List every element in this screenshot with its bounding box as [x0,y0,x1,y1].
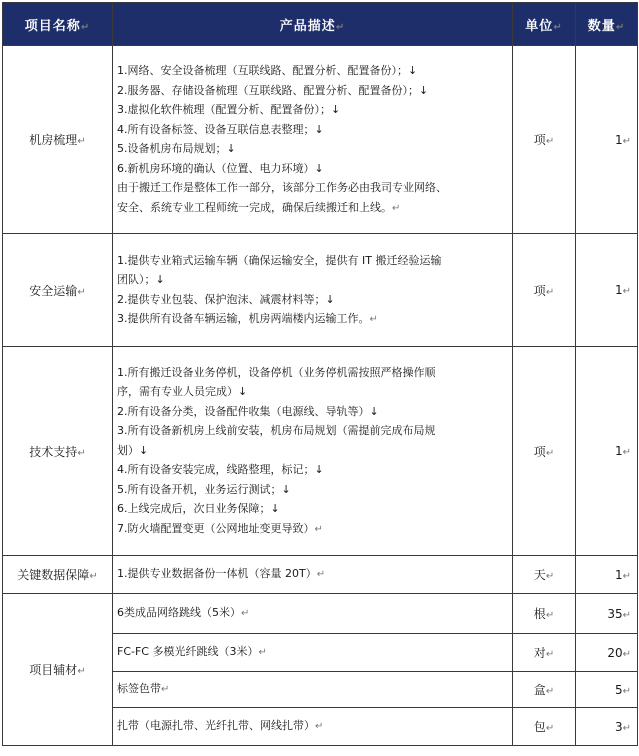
row-unit: 对 [533,646,546,660]
para-mark: ↵ [161,684,170,696]
para-mark: ↵ [622,286,631,297]
row-name: 关键数据保障 [17,568,90,582]
para-mark: ↵ [369,314,378,325]
aux-desc: 6类成品网络跳线（5米） [117,606,241,620]
header-desc [113,3,513,46]
desc-line-text: 3.提供所有设备车辆运输，机房两端楼内运输工作。 [117,312,370,325]
row-qty-cell [576,556,638,594]
desc-line [117,519,508,540]
para-mark: ↵ [622,447,631,458]
para-mark: ↵ [77,666,86,677]
row-name: 机房梳理 [29,133,78,147]
row-qty-cell [576,46,638,234]
row-unit: 根 [533,607,546,621]
para-mark: ↵ [241,608,250,620]
desc-line: 划）↓ [117,443,149,457]
para-mark: ↵ [545,571,555,582]
para-mark: ↵ [545,286,555,298]
row-desc-cell [113,556,513,594]
desc-line-text: 7.防火墙配置变更（公网地址变更导致） [117,521,315,535]
header-unit [513,3,576,46]
desc-line: 1.网络、安全设备梳理（互联线路、配置分析、配置备份）；↓ [117,64,418,77]
para-mark: ↵ [545,136,555,147]
row-qty: 1 [614,132,623,147]
header-qty-text: 数量 [587,18,616,34]
para-mark: ↵ [545,686,555,697]
para-mark: ↵ [77,447,86,459]
para-mark: ↵ [80,21,91,33]
desc-line: 由于搬迁工作是整体工作一部分，该部分工作务必由我司专业网络、 [117,181,447,194]
row-unit-cell [513,708,576,746]
para-mark: ↵ [89,571,98,582]
para-mark: ↵ [315,721,324,733]
row-unit-cell [513,634,576,672]
desc-line: 序，需有专业人员完成）↓ [117,385,248,399]
table-row [3,594,638,634]
row-unit-cell [513,347,576,556]
row-unit-cell [513,672,576,708]
row-desc-cell [113,634,513,672]
row-unit: 包 [533,720,546,734]
para-mark: ↵ [622,685,631,697]
para-mark: ↵ [545,723,555,734]
row-unit: 项 [533,133,546,147]
header-name [3,3,113,46]
header-unit-text: 单位 [525,18,554,34]
desc-line: 4.所有设备标签、设备互联信息表整理；↓ [117,122,324,136]
row-unit-cell [513,594,576,634]
header-qty [576,3,638,46]
table-row [3,347,638,556]
desc-line [117,309,508,330]
desc-line: 3.所有设备新机房上线前安装，机房布局规划（需提前完成布局规 [117,424,436,438]
para-mark: ↵ [622,609,631,621]
desc-line: 2.所有设备分类，设备配件收集（电源线、导轨等）↓ [117,404,379,418]
para-mark: ↵ [314,523,323,535]
row-unit: 项 [533,444,546,459]
desc-line: 团队）；↓ [117,273,165,286]
row-desc-cell [113,234,513,347]
para-mark: ↵ [622,135,631,147]
desc-line: 5.设备机房布局规划；↓ [117,142,236,155]
aux-desc: 扎带（电源扎带、光纤扎带、网线扎带） [117,719,315,733]
header-name-text: 项目名称 [24,18,81,34]
desc-line: 5.所有设备开机，业务运行测试；↓ [117,482,291,496]
desc-line: 1.提供专业箱式运输车辆（确保运输安全，提供有 IT 搬迁经验运输 [117,253,442,267]
row-unit: 天 [533,568,546,582]
row-qty: 1 [614,283,623,297]
para-mark: ↵ [258,647,267,659]
header-desc-text: 产品描述 [279,18,336,34]
row-qty-cell [576,672,638,708]
desc-line: 6.上线完成后，次日业务保障；↓ [117,502,280,516]
row-unit-cell [513,556,576,594]
para-mark: ↵ [545,447,555,459]
aux-desc: 标签色带 [117,682,161,696]
row-qty-cell [576,347,638,556]
desc-line: 2.提供专业包装、保护泡沫、减震材料等；↓ [117,292,335,306]
desc-line: 1.所有搬迁设备业务停机，设备停机（业务停机需按照严格操作顺 [117,365,436,379]
table-header-row [3,3,638,46]
desc-line: 2.服务器、存储设备梳理（互联线路、配置分析、配置备份）；↓ [117,83,429,97]
desc-line: 6.新机房环境的确认（位置、电力环境）↓ [117,161,324,175]
row-qty: 1 [614,444,623,458]
desc-line: 4.所有设备安装完成，线路整理，标记；↓ [117,463,324,477]
row-name-cell [3,46,113,234]
para-mark: ↵ [545,610,555,621]
row-qty: 5 [614,682,623,697]
row-qty: 20 [607,645,623,660]
row-name: 技术支持 [29,444,78,459]
table-row [3,234,638,347]
row-qty-cell [576,634,638,672]
desc-line: 3.虚拟化软件梳理（配置分析、配置备份）；↓ [117,103,341,116]
row-qty-cell [576,594,638,634]
row-desc-cell [113,46,513,234]
row-name-cell [3,234,113,347]
para-mark: ↵ [316,569,326,581]
row-unit: 项 [533,283,546,298]
row-qty: 3 [614,719,623,734]
para-mark: ↵ [622,648,631,660]
para-mark: ↵ [622,722,631,734]
para-mark: ↵ [615,21,626,33]
row-name-cell [3,556,113,594]
row-name: 项目辅材 [29,663,78,677]
row-qty-cell [576,708,638,746]
row-desc-cell [113,672,513,708]
row-desc-cell [113,347,513,556]
aux-desc: FC-FC 多模光纤跳线（3米） [117,645,259,659]
row-unit-cell [513,46,576,234]
row-qty: 1 [614,567,623,582]
desc-line [117,564,508,585]
para-mark: ↵ [545,649,555,660]
table-row [3,556,638,594]
row-name-cell [3,347,113,556]
para-mark: ↵ [335,21,346,33]
row-desc-cell [113,708,513,746]
desc-line [117,198,508,219]
row-name: 安全运输 [29,283,78,298]
row-qty: 35 [607,606,623,621]
para-mark: ↵ [622,570,631,582]
row-unit: 盒 [533,683,546,697]
para-mark: ↵ [77,136,86,147]
row-unit-cell [513,234,576,347]
row-qty-cell [576,234,638,347]
para-mark: ↵ [77,286,86,298]
product-table [2,2,638,746]
desc-line-text: 安全、系统专业工程师统一完成，确保后续搬迁和上线。 [117,200,392,214]
table-row [3,46,638,234]
desc-line-text: 1.提供专业数据备份一体机（容量 20T） [117,567,317,581]
row-name-cell [3,594,113,746]
para-mark: ↵ [392,202,401,214]
para-mark: ↵ [553,21,563,33]
row-desc-cell [113,594,513,634]
